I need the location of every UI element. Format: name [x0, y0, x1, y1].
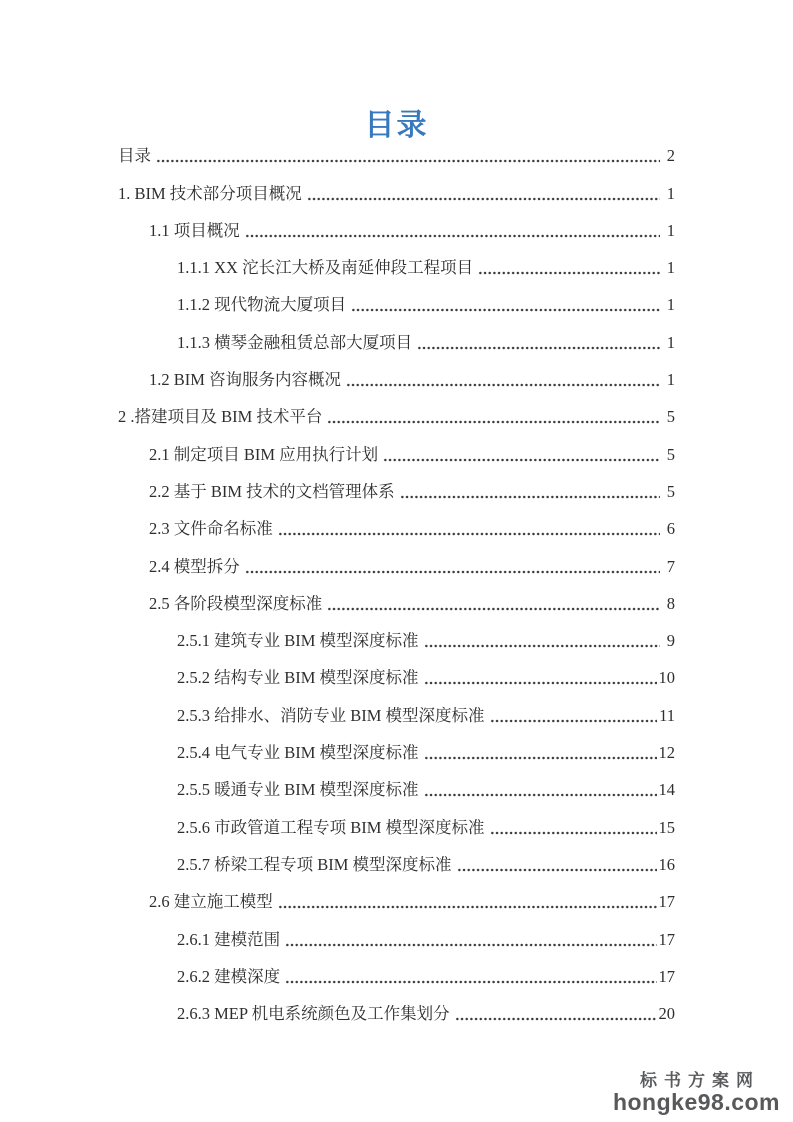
toc-entry-text: 目录	[118, 146, 151, 166]
toc-leader-dots	[424, 755, 657, 761]
toc-leader-dots	[457, 867, 657, 873]
watermark	[613, 1072, 780, 1114]
toc-entry-text: 2.6.3 MEP 机电系统颜色及工作集划分	[177, 1004, 450, 1024]
toc-entry-text: 2.4 模型拆分	[149, 556, 240, 576]
toc-entry-text: 2.6.1 建模范围	[177, 929, 281, 949]
toc-entry[interactable]	[118, 173, 675, 210]
toc-entry[interactable]	[118, 360, 675, 397]
toc-entry[interactable]	[118, 845, 675, 882]
toc-page-number: 10	[658, 668, 675, 688]
toc-leader-dots	[351, 307, 660, 313]
toc-entry-text: 2.5.4 电气专业 BIM 模型深度标准	[177, 743, 419, 763]
toc-entry-text: 1.1.3 横琴金融租赁总部大厦项目	[177, 332, 413, 352]
toc-leader-dots	[307, 196, 660, 202]
toc-leader-dots	[245, 233, 660, 239]
toc-page-number: 9	[666, 631, 675, 651]
toc-page-number: 1	[666, 258, 675, 278]
toc-entry[interactable]	[118, 248, 675, 285]
toc-leader-dots	[424, 680, 657, 686]
toc-entry[interactable]	[118, 136, 675, 173]
toc-entry[interactable]	[118, 397, 675, 434]
toc-entry-text: 2.3 文件命名标准	[149, 519, 273, 539]
toc-entry-text: 2.5.2 结构专业 BIM 模型深度标准	[177, 668, 419, 688]
toc-leader-dots	[327, 419, 660, 425]
toc-entry[interactable]	[118, 546, 675, 583]
toc-page-number: 2	[666, 146, 675, 166]
toc-page-number: 8	[666, 593, 675, 613]
toc-entry[interactable]	[118, 957, 675, 994]
toc-entry-text: 1.1 项目概况	[149, 220, 240, 240]
toc-entry-text: 2.2 基于 BIM 技术的文档管理体系	[149, 481, 395, 501]
toc-entry-text: 2.5.6 市政管道工程专项 BIM 模型深度标准	[177, 817, 485, 837]
toc-leader-dots	[346, 382, 660, 388]
toc-entry[interactable]	[118, 434, 675, 471]
toc-entry-text: 1.2 BIM 咨询服务内容概况	[149, 370, 342, 390]
toc-entry-text: 2.1 制定项目 BIM 应用执行计划	[149, 444, 379, 464]
toc-leader-dots	[278, 531, 660, 537]
toc-leader-dots	[490, 718, 658, 724]
toc-entry[interactable]	[118, 919, 675, 956]
toc-leader-dots	[417, 345, 660, 351]
toc-leader-dots	[156, 158, 660, 164]
toc-page-number: 16	[658, 854, 675, 874]
toc-page-number: 11	[659, 705, 675, 725]
toc-entry-text: 2 .搭建项目及 BIM 技术平台	[118, 407, 323, 427]
toc-page-number: 5	[666, 407, 675, 427]
toc-page-number: 5	[666, 481, 675, 501]
toc-page-number: 17	[658, 892, 675, 912]
toc-entry[interactable]	[118, 509, 675, 546]
toc-entry-text: 2.5 各阶段模型深度标准	[149, 593, 323, 613]
toc-leader-dots	[245, 569, 660, 575]
toc-entry[interactable]	[118, 695, 675, 732]
toc-leader-dots	[383, 457, 660, 463]
toc-page-number: 1	[666, 220, 675, 240]
watermark-brand: 标书方案网	[639, 1071, 760, 1091]
toc-page-number: 1	[666, 295, 675, 315]
toc-entry-text: 2.5.3 给排水、消防专业 BIM 模型深度标准	[177, 705, 485, 725]
toc-entry-text: 2.6.2 建模深度	[177, 966, 281, 986]
toc-page-number: 12	[658, 743, 675, 763]
toc-entry[interactable]	[118, 285, 675, 322]
toc-page-number: 1	[666, 370, 675, 390]
toc-entry-text: 2.6 建立施工模型	[149, 892, 273, 912]
toc-leader-dots	[327, 606, 660, 612]
toc-leader-dots	[424, 643, 660, 649]
toc-entry[interactable]	[118, 472, 675, 509]
toc-entry-text: 1.1.1 XX 沱长江大桥及南延伸段工程项目	[177, 258, 474, 278]
watermark-domain: hongke98.com	[612, 1088, 780, 1115]
toc-entry[interactable]	[118, 770, 675, 807]
toc-page-number: 5	[666, 444, 675, 464]
toc-page-number: 15	[658, 817, 675, 837]
toc-entry[interactable]	[118, 807, 675, 844]
toc-page-number: 17	[658, 966, 675, 986]
toc-leader-dots	[278, 904, 657, 910]
toc-leader-dots	[490, 830, 657, 836]
toc-entry-text: 1. BIM 技术部分项目概况	[118, 183, 302, 203]
toc-page-number: 1	[666, 183, 675, 203]
toc-entry[interactable]	[118, 584, 675, 621]
toc-entry-text: 2.5.5 暖通专业 BIM 模型深度标准	[177, 780, 419, 800]
toc-leader-dots	[478, 270, 660, 276]
toc-entry[interactable]	[118, 733, 675, 770]
toc-page-number: 1	[666, 332, 675, 352]
toc-list	[118, 136, 675, 1031]
toc-page-number: 14	[658, 780, 675, 800]
toc-page-number: 6	[666, 519, 675, 539]
toc-entry-text: 2.5.1 建筑专业 BIM 模型深度标准	[177, 631, 419, 651]
toc-leader-dots	[455, 1016, 657, 1022]
toc-entry[interactable]	[118, 994, 675, 1031]
toc-leader-dots	[285, 979, 656, 985]
toc-leader-dots	[400, 494, 660, 500]
toc-entry[interactable]	[118, 322, 675, 359]
toc-page-number: 20	[658, 1004, 675, 1024]
toc-entry-text: 2.5.7 桥梁工程专项 BIM 模型深度标准	[177, 854, 452, 874]
toc-entry[interactable]	[118, 882, 675, 919]
toc-page-number: 7	[666, 556, 675, 576]
toc-page-number: 17	[658, 929, 675, 949]
toc-entry[interactable]	[118, 658, 675, 695]
page-title: 目录	[364, 109, 429, 142]
toc-leader-dots	[285, 942, 656, 948]
toc-entry[interactable]	[118, 621, 675, 658]
toc-entry[interactable]	[118, 211, 675, 248]
toc-entry-text: 1.1.2 现代物流大厦项目	[177, 295, 347, 315]
toc-leader-dots	[424, 792, 657, 798]
